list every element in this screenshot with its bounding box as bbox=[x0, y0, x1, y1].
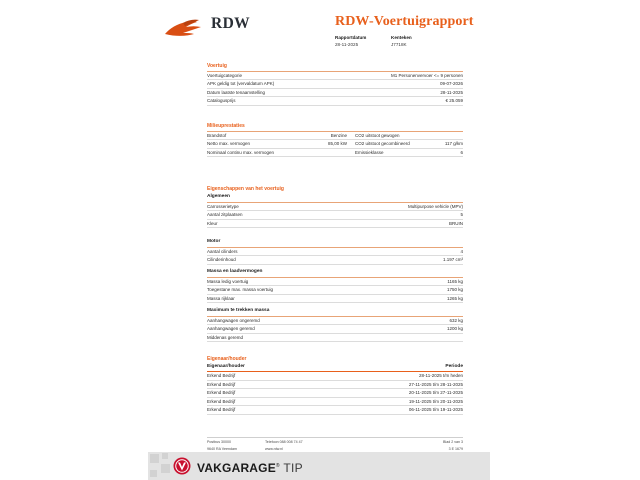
owner-name: Erkend Bedrijf bbox=[207, 373, 236, 378]
row-label: Catalogusprijs bbox=[207, 98, 236, 104]
row-value: Benzine bbox=[330, 132, 347, 138]
table-row bbox=[207, 325, 463, 334]
section-eigenaar-title: Eigenaar/houder bbox=[207, 356, 247, 362]
section-milieuprestaties-title: Milieuprestaties bbox=[207, 123, 245, 129]
table-row bbox=[207, 203, 463, 212]
meta-rapportdatum-label: Rapportdatum bbox=[335, 35, 367, 40]
row-label: Carrosserietype bbox=[207, 203, 239, 209]
row-label: Aantal zitplaatsen bbox=[207, 212, 243, 218]
subsection-massa bbox=[207, 268, 463, 303]
row-value: 1750 kg bbox=[446, 287, 463, 293]
table-row bbox=[207, 389, 463, 398]
table-row bbox=[207, 140, 463, 149]
report-title: RDW-Voertuigrapport bbox=[335, 14, 474, 29]
owner-period: 06-11-2025 t/m 19-11-2025 bbox=[408, 407, 463, 413]
row-label: Toegestane max. massa voertuig bbox=[207, 287, 274, 293]
owner-period: 19-11-2025 t/m 20-11-2025 bbox=[408, 398, 463, 404]
table-row bbox=[207, 89, 463, 98]
report-header bbox=[0, 0, 640, 58]
row-value: 4 bbox=[460, 248, 463, 254]
section-eigenaar-houder bbox=[207, 355, 463, 415]
column-header-eigenaar: Eigenaar/houder bbox=[207, 364, 245, 369]
row-label: Aanhangwagen geremd bbox=[207, 326, 255, 332]
row-value: 09-07-2026 bbox=[439, 81, 463, 87]
row-value: 1200 kg bbox=[446, 326, 463, 332]
row-value: BRUIN bbox=[448, 220, 463, 226]
subsection-motor bbox=[207, 238, 463, 265]
table-row bbox=[207, 256, 463, 265]
row-value-2: 117 g/km bbox=[444, 141, 463, 147]
owner-table-header bbox=[207, 363, 463, 372]
subsection-motor-title: Motor bbox=[207, 238, 463, 248]
row-label: Massa rijklaar bbox=[207, 295, 235, 301]
rdw-logo bbox=[163, 14, 283, 42]
row-label: Cilinderinhoud bbox=[207, 257, 236, 263]
footer-phone: Telefoon 088 008 74 47 bbox=[265, 440, 303, 444]
subsection-massa-title: Massa en laadvermogen bbox=[207, 268, 463, 278]
row-value: 85,00 kW bbox=[327, 141, 347, 147]
table-row bbox=[207, 97, 463, 106]
row-label: Massa ledig voertuig bbox=[207, 278, 249, 284]
row-label: Datum laatste tenaamstelling bbox=[207, 89, 266, 95]
table-row bbox=[207, 248, 463, 257]
row-value: € 25.059 bbox=[445, 98, 463, 104]
row-value: 632 kg bbox=[449, 317, 463, 323]
owner-name: Erkend Bedrijf bbox=[207, 407, 236, 413]
banner-registered-mark: ® bbox=[275, 463, 280, 469]
footer-address-line-2: 9640 RA Veendam bbox=[207, 447, 237, 451]
table-row bbox=[207, 398, 463, 407]
banner-decor bbox=[150, 454, 159, 463]
rdw-logo-text: RDW bbox=[211, 15, 251, 32]
row-label-2: CO2 uitstoot gewogen bbox=[355, 132, 400, 138]
table-row bbox=[207, 381, 463, 390]
meta-kenteken-label: Kenteken bbox=[391, 35, 412, 40]
owner-name: Erkend Bedrijf bbox=[207, 398, 236, 404]
row-label: Nominaal continu max. vermogen bbox=[207, 149, 275, 155]
table-row bbox=[207, 334, 463, 343]
row-value-2: 6 bbox=[460, 149, 463, 155]
table-row bbox=[207, 149, 463, 158]
row-value: 1.197 cm³ bbox=[442, 257, 463, 263]
section-voertuig-title: Voertuig bbox=[207, 63, 227, 69]
table-row bbox=[207, 286, 463, 295]
vakgarage-v-shield-icon bbox=[173, 457, 191, 475]
row-label: Aantal cilinders bbox=[207, 248, 238, 254]
row-label: Middenas geremd bbox=[207, 334, 244, 340]
row-label: Voertuigcategorie bbox=[207, 72, 243, 78]
row-label: Brandstof bbox=[207, 132, 227, 138]
owner-period: 20-11-2025 t/m 27-11-2025 bbox=[408, 390, 463, 396]
subsection-trekken-massa bbox=[207, 307, 463, 342]
meta-rapportdatum bbox=[335, 34, 366, 48]
section-milieuprestaties bbox=[207, 122, 463, 157]
footer-address-line-1: Postbus 30000 bbox=[207, 440, 231, 444]
section-eigenschappen-title: Eigenschappen van het voertuig bbox=[207, 186, 284, 192]
table-row bbox=[207, 80, 463, 89]
table-row bbox=[207, 72, 463, 81]
section-voertuig bbox=[207, 62, 463, 106]
meta-kenteken-value: J7718K bbox=[391, 42, 407, 47]
row-value: M1 Personenvervoer <= 9 personen bbox=[390, 72, 463, 78]
table-row bbox=[207, 295, 463, 304]
row-value: 1165 kg bbox=[447, 278, 463, 284]
row-value: Multipurpose vehicle (MPV) bbox=[407, 203, 463, 209]
subsection-algemeen-title: Algemeen bbox=[207, 193, 463, 203]
banner-brand: VAKGARAGE bbox=[197, 461, 276, 475]
subsection-trekken-massa-title: Maximum te trekken massa bbox=[207, 307, 463, 317]
table-row bbox=[207, 406, 463, 415]
table-row bbox=[207, 211, 463, 220]
banner-text bbox=[197, 460, 303, 475]
section-eigenschappen bbox=[207, 185, 463, 228]
row-label: APK geldig tot (vervaldatum APK) bbox=[207, 81, 275, 87]
row-label: Aanhangwagen ongeremd bbox=[207, 317, 260, 323]
vakgarage-tip-banner[interactable] bbox=[148, 452, 490, 480]
report-meta bbox=[335, 34, 495, 54]
row-label: Kleur bbox=[207, 220, 218, 226]
banner-decor bbox=[162, 453, 168, 459]
row-value: 28-11-2025 bbox=[440, 89, 463, 95]
row-label-2: CO2 uitstoot gecombineerd bbox=[355, 141, 410, 147]
footer-page-number: Blad 2 van 3 bbox=[443, 440, 463, 444]
owner-name: Erkend Bedrijf bbox=[207, 390, 236, 396]
owner-period: 27-11-2025 t/m 28-11-2025 bbox=[408, 381, 463, 387]
banner-decor bbox=[150, 470, 157, 477]
table-row bbox=[207, 278, 463, 287]
footer-doc-code: 3 E 1679 bbox=[448, 447, 463, 451]
row-label-2: Emissieklasse bbox=[355, 149, 384, 155]
table-row bbox=[207, 132, 463, 141]
row-value: 5 bbox=[460, 212, 463, 218]
row-label: Netto max. vermogen bbox=[207, 141, 251, 147]
meta-rapportdatum-value: 28-11-2025 bbox=[335, 42, 359, 47]
table-row bbox=[207, 372, 463, 381]
rdw-wing-icon bbox=[163, 17, 205, 39]
owner-period: 28-11-2025 t/m heden bbox=[419, 373, 463, 378]
table-row bbox=[207, 220, 463, 229]
table-row bbox=[207, 317, 463, 326]
meta-kenteken bbox=[391, 34, 412, 48]
banner-suffix: TIP bbox=[283, 461, 303, 475]
column-header-periode: Periode bbox=[445, 364, 463, 369]
footer-website[interactable]: www.rdw.nl bbox=[265, 447, 283, 451]
owner-name: Erkend Bedrijf bbox=[207, 381, 236, 387]
banner-decor bbox=[161, 464, 170, 473]
row-value: 1265 kg bbox=[446, 295, 463, 301]
